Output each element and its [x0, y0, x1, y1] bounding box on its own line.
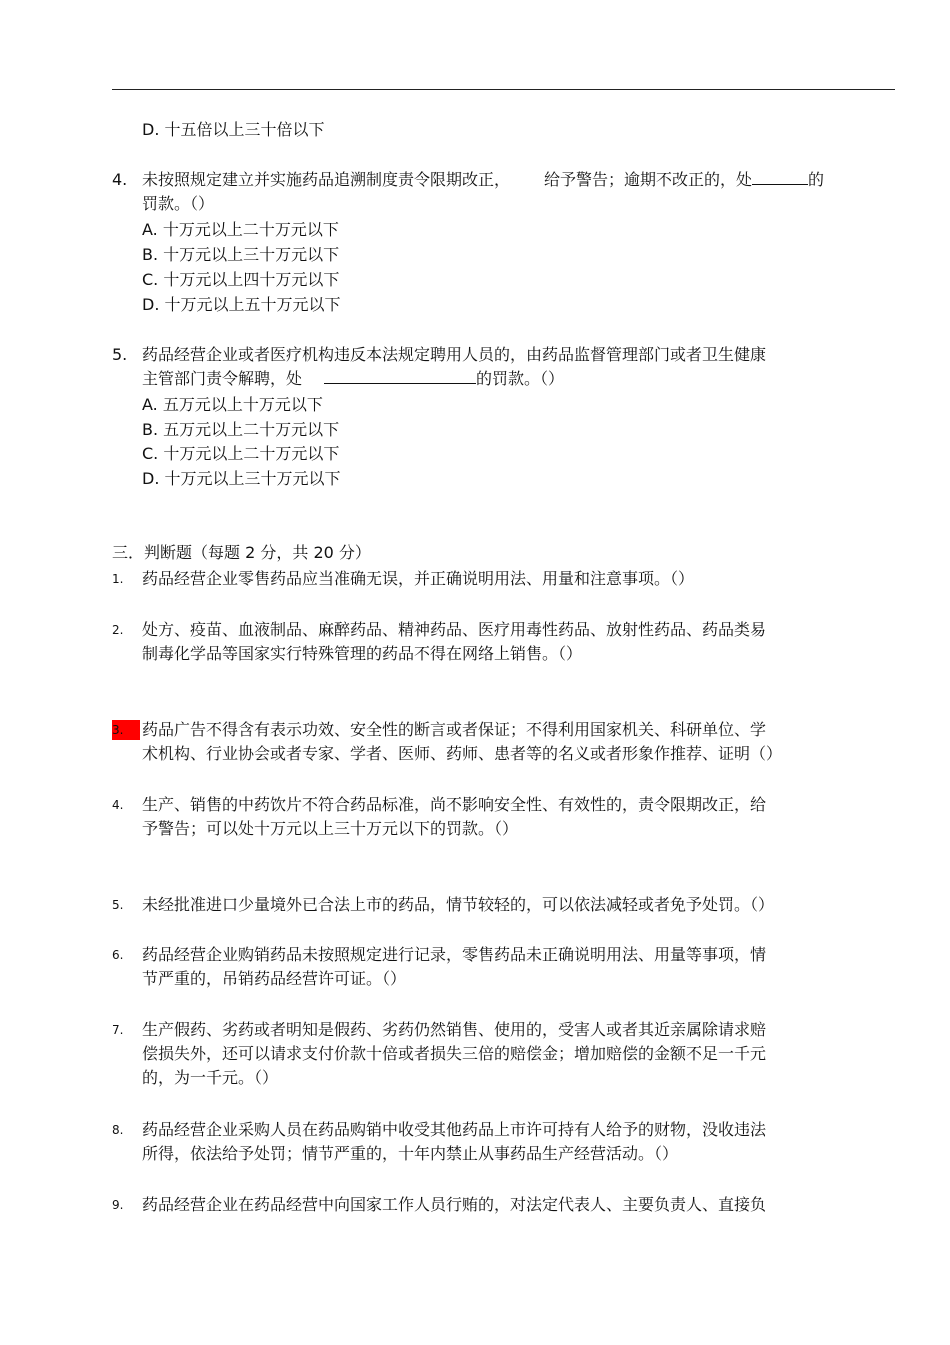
tf2-line-2: 制毒化学品等国家实行特殊管理的药品不得在网络上销售。（） [142, 644, 583, 663]
q4-option-a: A. 十万元以上二十万元以下 [142, 220, 339, 239]
tf6-number: 6. [112, 948, 124, 962]
q4-line-1 [142, 170, 824, 190]
q4-line-2: 罚款。（） [142, 194, 215, 213]
tf5-line-1: 未经批准进口少量境外已合法上市的药品，情节较轻的，可以依法减轻或者免予处罚。（） [142, 895, 775, 914]
tf3-line-1: 药品广告不得含有表示功效、安全性的断言或者保证；不得利用国家机关、科研单位、学 [142, 720, 767, 739]
q5-option-b: B. 五万元以上二十万元以下 [142, 420, 340, 439]
tf4-line-1: 生产、销售的中药饮片不符合药品标准，尚不影响安全性、有效性的，责令限期改正，给 [142, 795, 767, 814]
tf2-number: 2. [112, 623, 124, 637]
q5-line-2 [142, 369, 564, 389]
tf3-number: 3. [112, 723, 124, 737]
q5-option-d: D. 十万元以上三十万元以下 [142, 469, 341, 488]
tf9-number: 9. [112, 1198, 124, 1212]
tf7-number: 7. [112, 1023, 124, 1037]
q4-option-c: C. 十万元以上四十万元以下 [142, 270, 340, 289]
tf5-number: 5. [112, 898, 124, 912]
q5-text-a: 主管部门责令解聘，处 [142, 369, 303, 388]
tf8-number: 8. [112, 1123, 124, 1137]
q5-number: 5. [112, 345, 128, 364]
q4-number: 4. [112, 170, 128, 189]
header-rule [112, 89, 895, 90]
q4-text-c: 的 [808, 170, 825, 189]
tf7-line-1: 生产假药、劣药或者明知是假药、劣药仍然销售、使用的，受害人或者其近亲属除请求赔 [142, 1020, 767, 1039]
section-heading: 三．判断题（每题 2 分，共 20 分） [112, 543, 371, 562]
tf7-line-3: 的，为一千元。（） [142, 1068, 279, 1087]
q4-option-d: D. 十万元以上五十万元以下 [142, 295, 341, 314]
q4-blank [752, 170, 808, 185]
q4-text-b: 给予警告；逾期不改正的，处 [544, 170, 753, 189]
tf4-number: 4. [112, 798, 124, 812]
tf1-line-1: 药品经营企业零售药品应当准确无误，并正确说明用法、用量和注意事项。（） [142, 569, 695, 588]
tf4-line-2: 予警告；可以处十万元以上三十万元以下的罚款。（） [142, 819, 519, 838]
tf2-line-1: 处方、疫苗、血液制品、麻醉药品、精神药品、医疗用毒性药品、放射性药品、药品类易 [142, 620, 767, 639]
tf6-line-2: 节严重的，吊销药品经营许可证。（） [142, 969, 407, 988]
tf1-number: 1. [112, 572, 124, 586]
tf6-line-1: 药品经营企业购销药品未按照规定进行记录，零售药品未正确说明用法、用量等事项，情 [142, 945, 767, 964]
q5-line-1: 药品经营企业或者医疗机构违反本法规定聘用人员的，由药品监督管理部门或者卫生健康 [142, 345, 767, 364]
q5-option-a: A. 五万元以上十万元以下 [142, 395, 323, 414]
tf8-line-2: 所得，依法给予处罚；情节严重的，十年内禁止从事药品生产经营活动。（） [142, 1144, 679, 1163]
q5-blank [324, 369, 476, 384]
q4-option-b: B. 十万元以上三十万元以下 [142, 245, 340, 264]
tf7-line-2: 偿损失外，还可以请求支付价款十倍或者损失三倍的赔偿金；增加赔偿的金额不足一千元 [142, 1044, 767, 1063]
q5-text-b: 的罚款。（） [476, 369, 565, 388]
tf9-line-1: 药品经营企业在药品经营中向国家工作人员行贿的，对法定代表人、主要负责人、直接负 [142, 1195, 767, 1214]
q4-text-a: 未按照规定建立并实施药品追溯制度责令限期改正， [142, 170, 511, 189]
tf8-line-1: 药品经营企业采购人员在药品购销中收受其他药品上市许可持有人给予的财物，没收违法 [142, 1120, 767, 1139]
q5-option-c: C. 十万元以上二十万元以下 [142, 444, 340, 463]
q3-option-d: D. 十五倍以上三十倍以下 [142, 120, 325, 139]
tf3-line-2: 术机构、行业协会或者专家、学者、医师、药师、患者等的名义或者形象作推荐、证明（） [142, 744, 783, 763]
